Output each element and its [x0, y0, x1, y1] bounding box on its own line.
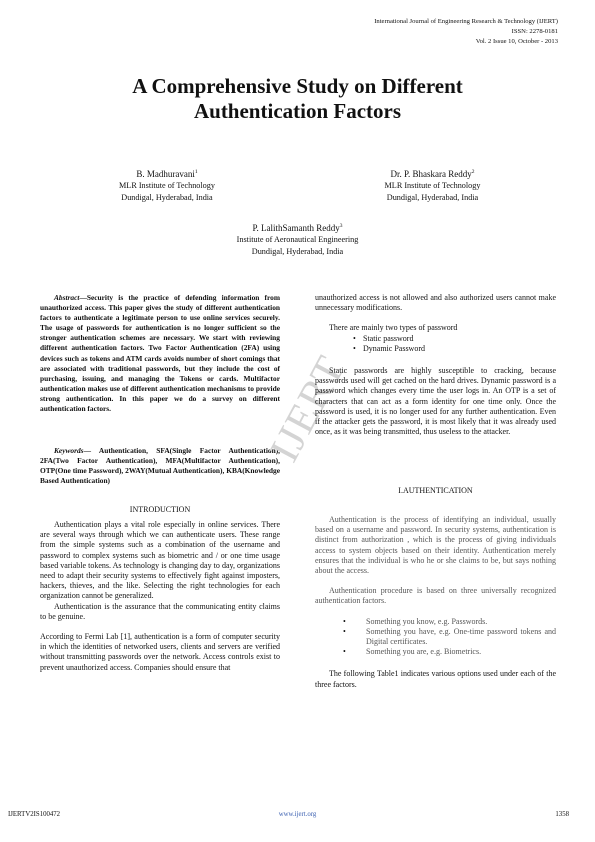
auth-paragraph-1: Authentication is the process of identifying an individual, usually based on a username and password. In security systems, authentication is distinct from authorization , which is the process of giving individuals access to system objects based on their identity. Authentication merely ensures that the individual is who he or she claims to be, but says nothing about the access. — [315, 515, 556, 576]
auth-paragraph-2: Authentication procedure is based on three universally recognized authentication factors. — [315, 586, 556, 606]
ijert-watermark: IJERT — [261, 348, 355, 470]
authentication-section — [315, 515, 556, 690]
list-item: • Something you have, e.g. One-time password tokens and Digital certificates. — [315, 627, 556, 647]
abstract-text: —Security is the practice of defending information from unauthorized access. This paper gives the study of different authentication factors to authenticate a legitimate person to use online services securely. The usage of passwords for authentication is no longer sufficient so the stronger authentication schemes are necessary. We start with reviewing different authentication factors. Two Factor Authentication (2FA) using devices such as tokens and ATM cards avoids number of short comings that are associated with traditional passwords, but they include the cost of purchasing, issuing, and managing the Tokens or cards. Multifactor authentication makes use of different authentication mechanisms to provide strong authentication. In this paper we do a survey on different authentication factors. — [40, 293, 280, 414]
footer-website-link[interactable]: www.ijert.org — [278, 811, 317, 818]
author-3-name: P. LalithSamanth Reddy — [252, 223, 340, 233]
intro-paragraph-3: According to Fermi Lab [1], authentication is a form of computer security in which the identities of networked users, clients and servers are verified without transmitting passwords over the network. Access controls exist to prevent unauthorized access. Companies should ensure that — [40, 632, 280, 672]
list-item: • Static password — [353, 334, 556, 344]
author-1-sup: 1 — [194, 169, 198, 175]
keywords-text: — Authentication, SFA(Single Factor Authentication), 2FA(Two Factor Authentication), MFA(Multifactor Authentication), OTP(One time Password), 2WAY(Mutual Authentication), KBA(Knowledge Based Authentication) — [40, 446, 280, 486]
author-1 — [82, 168, 252, 204]
author-1-location: Dundigal, Hyderabad, India — [121, 193, 213, 202]
author-1-name: B. Madhuravani — [136, 169, 195, 179]
issn: ISSN: 2278-0181 — [511, 28, 558, 35]
password-types-intro: There are mainly two types of password — [329, 323, 458, 333]
title-line-2: Authentication Factors — [193, 99, 402, 123]
title-line-1: A Comprehensive Study on Different — [132, 74, 463, 98]
paper-title — [40, 74, 555, 124]
list-item: • Something you know, e.g. Passwords. — [315, 617, 556, 627]
author-3 — [210, 222, 385, 258]
author-3-sup: 3 — [339, 223, 343, 229]
intro-paragraph-1: Authentication plays a vital role especially in online services. There are several ways through which we can authenticate users. These range from the simple systems such as a combination of the username and password to complex systems such as biometric and / or one time usage based variable tokens. As technology is changing day to day, organizations need to adapt their security systems to effectively fight against imposters, hackers, thieves, and the like. Selecting the right technologies for each organization cannot be generalized. — [40, 520, 280, 601]
author-2 — [345, 168, 520, 204]
list-item: • Something you are, e.g. Biometrics. — [315, 647, 556, 657]
authentication-heading: I.AUTHENTICATION — [398, 486, 473, 495]
introduction-heading: INTRODUCTION — [129, 505, 191, 514]
list-item: • Dynamic Password — [353, 344, 556, 354]
auth-paragraph-3: The following Table1 indicates various options used under each of the three factors. — [315, 669, 556, 689]
keywords — [40, 446, 280, 486]
journal-name: International Journal of Engineering Research & Technology (IJERT) — [374, 18, 558, 25]
authentication-factors-list — [315, 617, 556, 658]
right-paragraph-1: unauthorized access is not allowed and also authorized users cannot make unnecessary modifications. — [315, 293, 556, 313]
right-paragraph-3: Static passwords are highly susceptible to cracking, because passwords used will get cached on the hard drives. Dynamic password is a password which changes every time the user logs in. An OTP is a set of characters that can act as a form identity for one time only. Once the password is used, it is no longer used for any further authentication. Even if the attacker gets the password, it is most likely that it was already used once, as it was being transmitted, thus useless to the attacker. — [315, 366, 556, 437]
author-3-affiliation: Institute of Aeronautical Engineering — [236, 235, 359, 244]
author-2-sup: 2 — [471, 169, 475, 175]
author-1-affiliation: MLR Institute of Technology — [119, 181, 215, 190]
abstract-label: Abstract — [54, 293, 80, 302]
right-column-top — [315, 293, 556, 437]
introduction-body — [40, 520, 280, 673]
abstract — [40, 293, 280, 414]
footer-page-number: 1358 — [555, 811, 569, 818]
author-2-affiliation: MLR Institute of Technology — [384, 181, 481, 190]
keywords-label: Keywords — [54, 446, 84, 455]
author-3-location: Dundigal, Hyderabad, India — [251, 247, 344, 256]
volume-issue: Vol. 2 Issue 10, October - 2013 — [475, 38, 558, 45]
author-2-location: Dundigal, Hyderabad, India — [386, 193, 479, 202]
password-types-list — [353, 334, 556, 354]
footer-paper-id: IJERTV2IS100472 — [8, 811, 61, 818]
journal-header — [374, 17, 558, 47]
author-2-name: Dr. P. Bhaskara Reddy — [390, 169, 472, 179]
intro-paragraph-2: Authentication is the assurance that the communicating entity claims to be genuine. — [40, 601, 280, 621]
